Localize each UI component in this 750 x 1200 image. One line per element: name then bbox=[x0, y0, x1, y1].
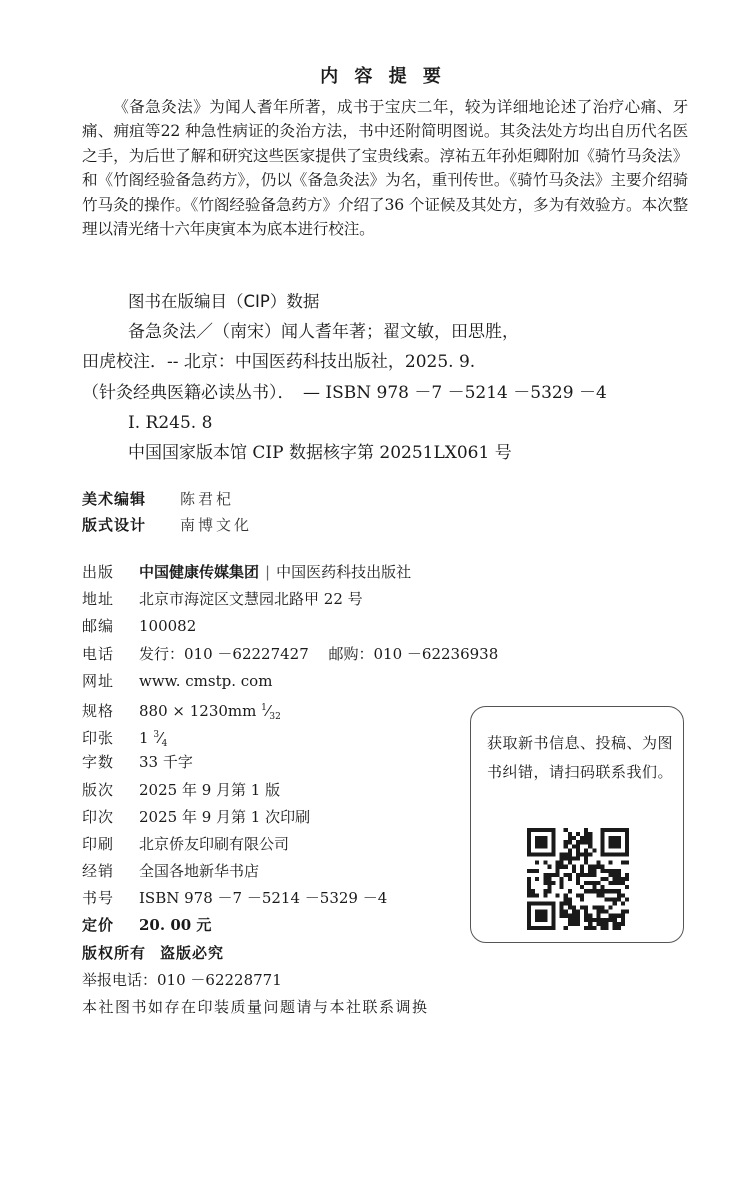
printing-row bbox=[82, 804, 498, 831]
address-value: 北京市海淀区文慧园北路甲 22 号 bbox=[139, 590, 363, 609]
printer-value: 北京侨友印刷有限公司 bbox=[139, 834, 290, 853]
words-row bbox=[82, 749, 498, 776]
format-fraction-denominator: 32 bbox=[269, 711, 281, 722]
layout-design-row bbox=[82, 512, 252, 538]
website-label: 网址 bbox=[82, 671, 115, 690]
cip-title: 图书在版编目（CIP）数据 bbox=[128, 292, 320, 311]
address-row bbox=[82, 586, 498, 613]
distributor-label: 经销 bbox=[82, 862, 115, 881]
price-label: 定价 bbox=[82, 916, 115, 935]
postcode-row bbox=[82, 613, 498, 640]
publisher-group: 中国健康传媒集团 bbox=[139, 563, 260, 581]
price-value: 20. 00 元 bbox=[139, 916, 212, 935]
art-editor-row bbox=[82, 486, 252, 512]
copyright-piracy: 盗版必究 bbox=[160, 943, 225, 962]
printing-value: 2025 年 9 月第 1 次印刷 bbox=[139, 807, 311, 826]
isbn-label: 书号 bbox=[82, 889, 115, 908]
editors-block bbox=[82, 486, 252, 538]
phone-value: 发行：010 －62227427 邮购：010 －62236938 bbox=[139, 644, 499, 663]
website-row bbox=[82, 668, 498, 695]
summary-title: 内 容 提 要 bbox=[320, 66, 446, 87]
publisher-name: 中国医药科技出版社 bbox=[276, 563, 412, 581]
cip-line-2: 田虎校注．-- 北京：中国医药科技出版社，2025. 9. bbox=[82, 352, 476, 373]
publisher-row bbox=[82, 559, 498, 586]
format-label: 规格 bbox=[82, 701, 115, 720]
publication-info bbox=[82, 559, 498, 1021]
website-value: www. cmstp. com bbox=[139, 671, 273, 690]
format-size: 880 × 1230mm bbox=[139, 701, 257, 720]
sheets-row bbox=[82, 722, 498, 749]
art-editor-value: 陈君杞 bbox=[180, 490, 235, 508]
report-phone: 举报电话：010 －62228771 bbox=[82, 970, 282, 989]
copyright-notice bbox=[82, 940, 498, 967]
fraction-slash: ⁄ bbox=[159, 729, 162, 748]
words-value: 33 千字 bbox=[139, 753, 193, 772]
postcode-value: 100082 bbox=[139, 617, 197, 636]
cip-line-4: Ⅰ. R245. 8 bbox=[128, 412, 213, 433]
format-row bbox=[82, 695, 498, 722]
phone-row bbox=[82, 641, 498, 668]
sheets-fraction-numerator: 3 bbox=[153, 730, 160, 741]
postcode-label: 邮编 bbox=[82, 617, 115, 636]
cip-block bbox=[82, 287, 702, 468]
sheets-whole: 1 bbox=[139, 729, 149, 748]
quality-footer-note: 本社图书如存在印装质量问题请与本社联系调换 bbox=[82, 998, 429, 1016]
format-fraction-numerator: 1 bbox=[261, 702, 267, 713]
printer-row bbox=[82, 831, 498, 858]
address-label: 地址 bbox=[82, 590, 115, 609]
publisher-separator: | bbox=[265, 563, 271, 581]
isbn-row bbox=[82, 885, 498, 912]
cip-line-1: 备急灸法／（南宋）闻人耆年著；翟文敏，田思胜， bbox=[128, 322, 519, 343]
sheets-fraction-denominator: 4 bbox=[161, 739, 168, 750]
copyright-all-rights: 版权所有 bbox=[82, 943, 147, 962]
qr-contact-text: 获取新书信息、投稿、为图书纠错，请扫码联系我们。 bbox=[487, 734, 674, 781]
words-label: 字数 bbox=[82, 753, 115, 772]
summary-body: 《备急灸法》为闻人耆年所著，成书于宝庆二年，较为详细地论述了治疗心痛、牙痛、痈疽等22 种急性病证的灸治方法，书中还附简明图说。其灸法处方均出自历代名医之手，为后世了解和研究这些医家提供了宝贵线索。淳祐五年孙炬卿附加《骑竹马灸法》和《竹阁经验备急药方》，仍以《备急灸法》为名，重刊传世。《骑竹马灸法》主要介绍骑竹马灸的操作。《竹阁经验备急药方》介绍了36 个证候及其处方，多为有效验方。本次整理以清光绪十六年庚寅本为底本进行校注。 bbox=[82, 98, 688, 239]
price-row bbox=[82, 912, 498, 939]
cip-line-3: （针灸经典医籍必读丛书）． — ISBN 978 －7 －5214 －5329 －4 bbox=[82, 382, 607, 403]
sheets-label: 印张 bbox=[82, 729, 115, 748]
art-editor-label: 美术编辑 bbox=[82, 490, 147, 508]
distributor-row bbox=[82, 858, 498, 885]
qr-code-icon[interactable] bbox=[527, 828, 629, 930]
layout-design-label: 版式设计 bbox=[82, 516, 147, 534]
qr-contact-box bbox=[470, 706, 684, 943]
isbn-value: ISBN 978 －7 －5214 －5329 －4 bbox=[139, 889, 388, 908]
fraction-slash: ⁄ bbox=[266, 701, 270, 720]
layout-design-value: 南博文化 bbox=[180, 516, 253, 534]
printing-label: 印次 bbox=[82, 807, 115, 826]
edition-row bbox=[82, 777, 498, 804]
edition-value: 2025 年 9 月第 1 版 bbox=[139, 780, 281, 799]
phone-label: 电话 bbox=[82, 644, 115, 663]
distributor-value: 全国各地新华书店 bbox=[139, 862, 260, 881]
publisher-label: 出版 bbox=[82, 563, 115, 581]
printer-label: 印刷 bbox=[82, 834, 115, 853]
cip-line-5: 中国国家版本馆 CIP 数据核字第 20251LX061 号 bbox=[128, 443, 512, 464]
edition-label: 版次 bbox=[82, 780, 115, 799]
